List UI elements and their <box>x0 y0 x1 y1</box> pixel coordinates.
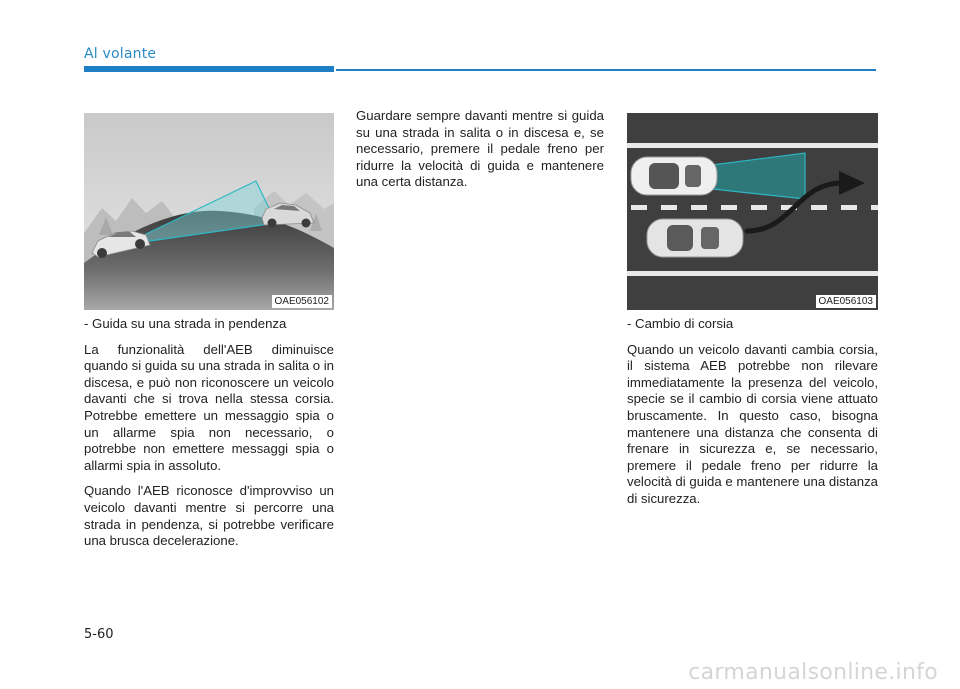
watermark: carmanualsonline.info <box>688 660 938 685</box>
page-number: 5-60 <box>84 627 114 642</box>
subtitle-slope: - Guida su una strada in pendenza <box>84 316 287 331</box>
figure-code: OAE056102 <box>272 295 333 308</box>
car-ahead-icon <box>631 157 717 195</box>
header-rule-thick <box>84 66 334 72</box>
subtitle-lane-change: - Cambio di corsia <box>627 316 734 331</box>
paragraph: Quando l'AEB riconosce d'improvviso un veicolo davanti mentre si percorre una strada in pendenza, si potrebbe verificare una brusca decelerazione. <box>84 483 334 549</box>
column-2 <box>356 108 604 200</box>
lane-change-illustration <box>627 113 878 310</box>
car-ego-icon <box>647 219 743 257</box>
paragraph: Guardare sempre davanti mentre si guida su una strada in salita o in discesa e, se necessario, premere il pedale freno per ridurre la velocità di guida e mantenere una certa distanza. <box>356 108 604 190</box>
figure-hill-road <box>84 113 334 310</box>
figure-lane-change <box>627 113 878 310</box>
column-3 <box>627 316 878 517</box>
hill-road-illustration <box>84 113 334 310</box>
paragraph: La funzionalità dell'AEB diminuisce quando si guida su una strada in salita o in discesa, e può non riconoscere un veicolo davanti che si trova nella stessa corsia. Potrebbe emettere un messaggio spia o un allarme spia non necessario, o potrebbe non emettere messaggi spia o allarmi spia in assoluto. <box>84 341 335 473</box>
header-rule-thin <box>336 69 876 71</box>
paragraph: Quando un veicolo davanti cambia corsia, il sistema AEB potrebbe non rilevare immediatamente la presenza del veicolo, specie se il cambio di corsia viene attuato bruscamente. In questo caso, bisogna mantenere una distanza che consenta di frenare in sicurezza e, se necessario, premere il pedale freno per ridurre la velocità di guida e mantenere una distanza di sicurezza. <box>627 341 878 506</box>
section-title: Al volante <box>84 46 157 62</box>
column-1 <box>84 316 334 559</box>
figure-code: OAE056103 <box>816 295 877 308</box>
